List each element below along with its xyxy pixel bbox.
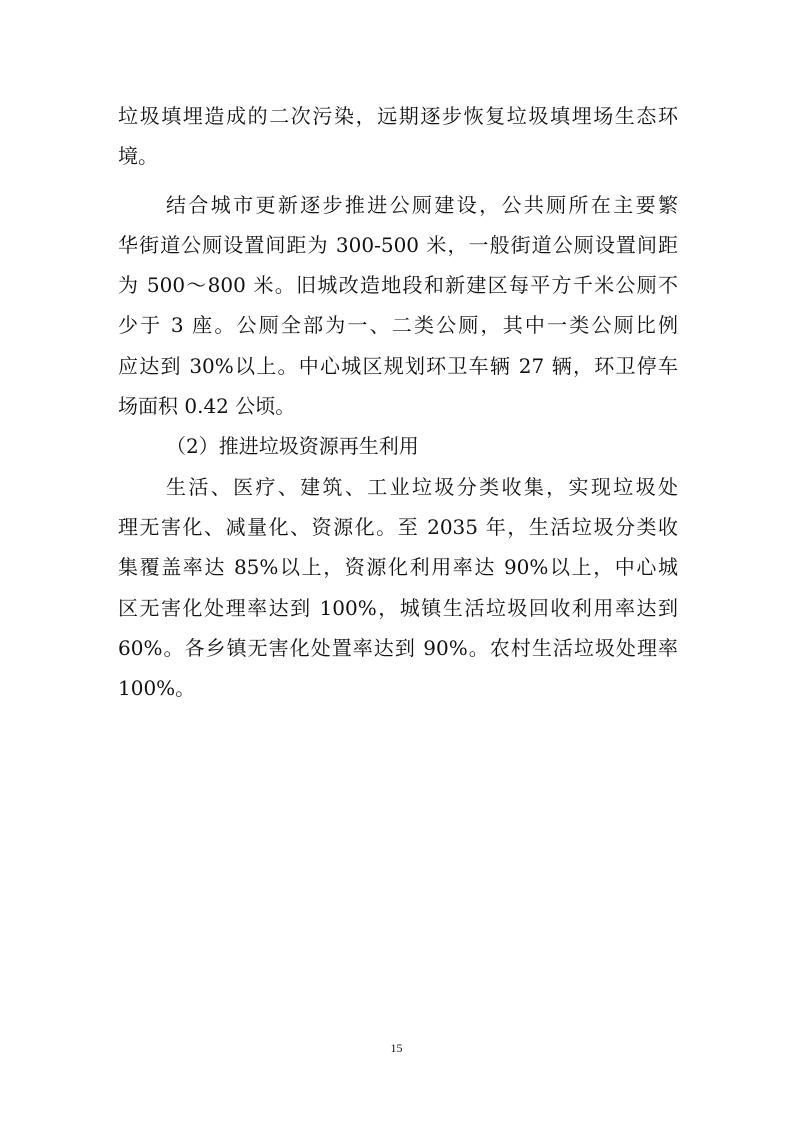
text-line: 60%。各乡镇无害化处置率达到 90%。农村生活垃圾处理率 — [118, 636, 678, 660]
text-line: 少于 3 座。公厕全部为一、二类公厕，其中一类公厕比例 — [118, 313, 678, 337]
text-line: 应达到 30%以上。中心城区规划环卫车辆 27 辆，环卫停车 — [118, 354, 678, 378]
text-line: 集覆盖率达 85%以上，资源化利用率达 90%以上，中心城 — [118, 555, 678, 579]
section-heading: （2）推进垃圾资源再生利用 — [166, 434, 419, 458]
paragraph-first-line: 结合城市更新逐步推进公厕建设，公共厕所在主要繁 — [166, 193, 678, 217]
text-line: 垃圾填埋造成的二次污染，远期逐步恢复垃圾填埋场生态环 — [118, 104, 678, 128]
paragraph-first-line: 生活、医疗、建筑、工业垃圾分类收集，实现垃圾处 — [166, 475, 678, 499]
page-number: 15 — [390, 1041, 403, 1055]
text-line: 100%。 — [118, 676, 196, 700]
text-line: 场面积 0.42 公顷。 — [118, 394, 296, 418]
text-line: 为 500～800 米。旧城改造地段和新建区每平方千米公厕不 — [118, 273, 678, 297]
text-line: 境。 — [118, 144, 158, 168]
text-line: 华街道公厕设置间距为 300-500 米，一般街道公厕设置间距 — [118, 233, 678, 257]
text-line: 区无害化处理率达到 100%，城镇生活垃圾回收利用率达到 — [118, 596, 678, 620]
text-line: 理无害化、减量化、资源化。至 2035 年，生活垃圾分类收 — [118, 515, 678, 539]
